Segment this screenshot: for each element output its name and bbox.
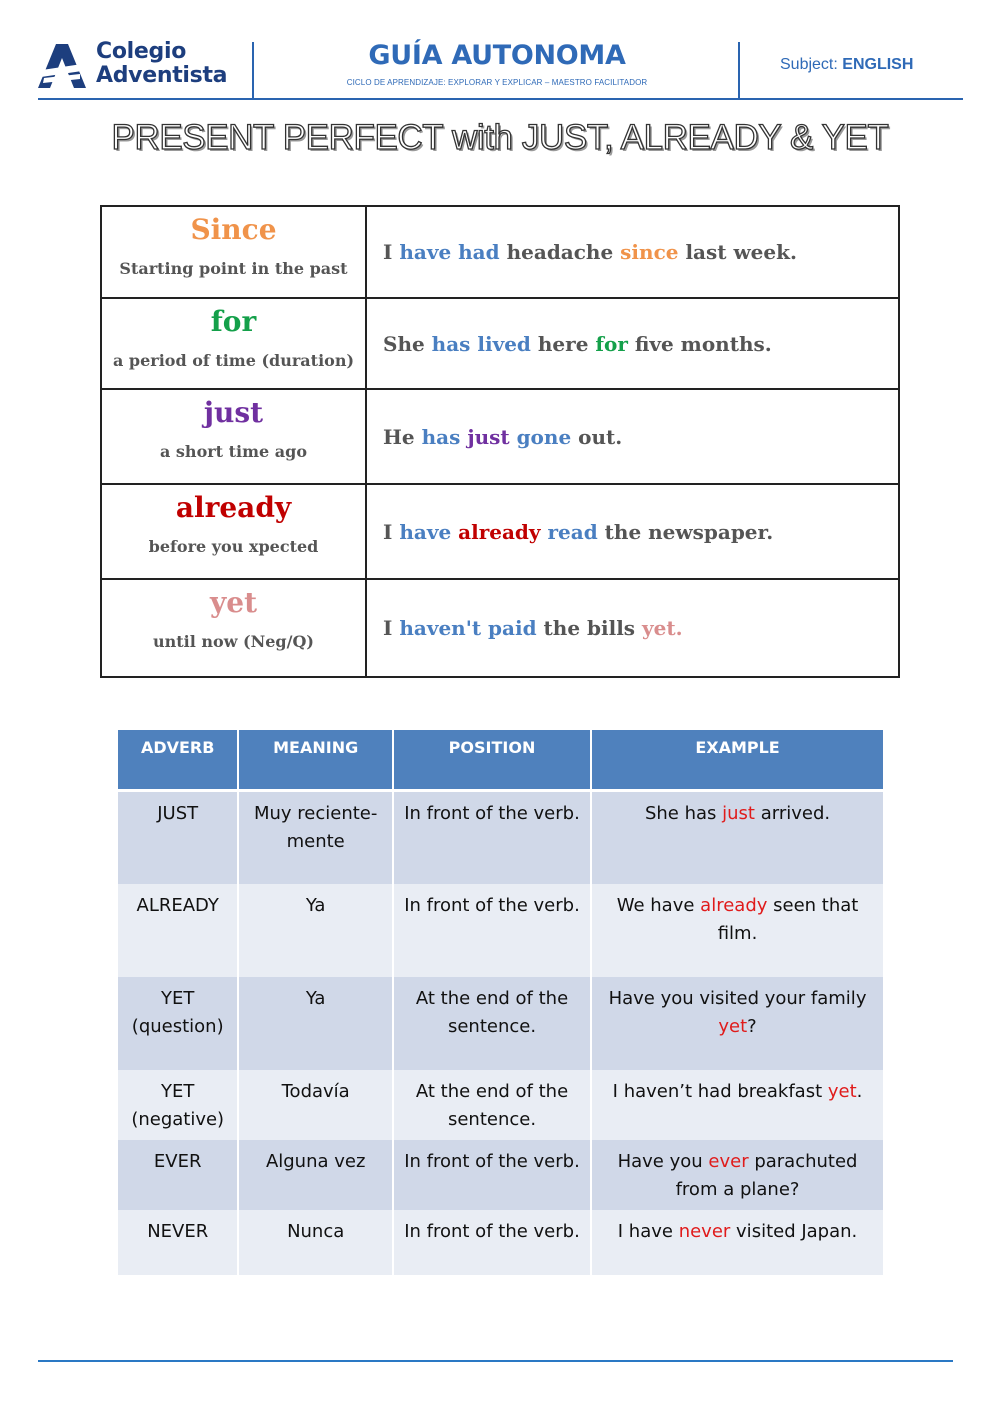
example-text: I haven’t had breakfast — [612, 1080, 828, 1102]
adverb-cell: NEVER — [118, 1210, 238, 1275]
page-title: PRESENT PERFECT with JUST, ALREADY & YET — [111, 118, 889, 157]
example-text: Have you — [617, 1150, 709, 1172]
header-rule — [38, 98, 963, 100]
card-adverb-description: before you xpected — [148, 537, 319, 556]
school-logo — [38, 40, 253, 98]
meaning-cell: Todavía — [238, 1070, 393, 1140]
example-cell — [591, 1140, 883, 1210]
table-header-row — [118, 730, 883, 791]
card-row — [102, 485, 898, 580]
sentence-segment: I — [383, 519, 400, 544]
card-adverb-word: just — [203, 396, 264, 429]
adverb-cell: YET (negative) — [118, 1070, 238, 1140]
card-example-sentence — [367, 485, 898, 578]
table-row — [118, 1210, 883, 1275]
logo-line2: Adventista — [96, 63, 228, 88]
example-text: She has — [644, 803, 723, 824]
card-adverb-description: a short time ago — [159, 442, 307, 461]
meaning-cell: Nunca — [238, 1210, 393, 1275]
logo-line1: Colegio — [96, 39, 187, 64]
sentence-segment: has — [421, 424, 468, 449]
sentence-segment: She — [383, 331, 432, 356]
sentence-segment: five months. — [627, 331, 772, 356]
sentence-segment: since — [620, 240, 679, 264]
example-text: . — [856, 1080, 863, 1102]
footer-rule — [38, 1360, 953, 1362]
example-cell — [591, 791, 883, 884]
sentence-segment: have — [399, 519, 459, 544]
adverb-cell: ALREADY — [118, 884, 238, 977]
adverb-card-table — [100, 205, 900, 678]
highlighted-adverb: yet — [827, 1080, 857, 1102]
highlighted-adverb: ever — [708, 1150, 749, 1172]
card-example-sentence — [367, 390, 898, 483]
example-cell — [591, 1210, 883, 1275]
sentence-segment: I — [383, 616, 400, 640]
card-example-sentence — [367, 207, 898, 297]
highlighted-adverb: yet — [718, 1015, 748, 1037]
example-text: parachuted from a plane? — [675, 1150, 858, 1200]
card-adverb-word: Since — [190, 213, 277, 246]
adverb-cell: EVER — [118, 1140, 238, 1210]
example-text: Have you visited your family — [608, 987, 867, 1009]
meaning-cell: Alguna vez — [238, 1140, 393, 1210]
example-text: visited Japan. — [730, 1220, 858, 1242]
column-header: POSITION — [393, 730, 591, 791]
sentence-segment: for — [595, 331, 628, 356]
position-cell: In front of the verb. — [393, 1210, 591, 1275]
example-text: We have — [616, 894, 701, 916]
sentence-segment: yet. — [642, 616, 683, 640]
card-adverb-cell — [102, 390, 367, 483]
sentence-segment: He — [383, 424, 422, 449]
table-row — [118, 1140, 883, 1210]
card-row — [102, 390, 898, 485]
position-cell: In front of the verb. — [393, 791, 591, 884]
example-text: ? — [747, 1015, 757, 1037]
column-header: MEANING — [238, 730, 393, 791]
page-header — [0, 0, 1000, 110]
table-row — [118, 884, 883, 977]
table-row — [118, 791, 883, 884]
card-adverb-word: yet — [209, 586, 258, 619]
card-adverb-cell — [102, 299, 367, 388]
sentence-segment: haven't paid — [399, 616, 537, 640]
position-cell: In front of the verb. — [393, 884, 591, 977]
highlighted-adverb: just — [722, 803, 755, 824]
card-adverb-word: for — [210, 305, 257, 338]
position-cell: At the end of the sentence. — [393, 1070, 591, 1140]
card-adverb-cell — [102, 207, 367, 297]
adverb-cell: YET (question) — [118, 977, 238, 1070]
card-adverb-description: Starting point in the past — [119, 259, 348, 278]
card-row — [102, 299, 898, 390]
sentence-segment: the newspaper. — [597, 519, 774, 544]
sentence-segment: last week. — [678, 240, 797, 264]
meaning-cell: Ya — [238, 884, 393, 977]
position-cell: In front of the verb. — [393, 1140, 591, 1210]
card-adverb-description: until now (Neg/Q) — [153, 632, 314, 651]
example-text: arrived. — [754, 803, 831, 824]
example-cell — [591, 977, 883, 1070]
example-cell — [591, 1070, 883, 1140]
header-divider — [252, 42, 254, 98]
sentence-segment: here — [530, 331, 596, 356]
adverb-cell: JUST — [118, 791, 238, 884]
card-adverb-cell — [102, 485, 367, 578]
highlighted-adverb: already — [700, 894, 768, 916]
card-row — [102, 580, 898, 676]
logo-a-icon — [38, 44, 86, 88]
example-text: I have — [617, 1220, 679, 1242]
card-row — [102, 207, 898, 299]
meaning-cell: Ya — [238, 977, 393, 1070]
card-example-sentence — [367, 299, 898, 388]
sentence-segment: has lived — [431, 331, 531, 356]
card-adverb-cell — [102, 580, 367, 676]
sentence-segment: read — [540, 519, 598, 544]
sentence-segment: already — [458, 519, 541, 544]
card-adverb-description: a period of time (duration) — [112, 351, 355, 370]
card-adverb-word: already — [175, 491, 292, 524]
example-cell — [591, 884, 883, 977]
sentence-segment: gone — [509, 424, 572, 449]
sentence-segment: I — [383, 240, 400, 264]
column-header: ADVERB — [118, 730, 238, 791]
header-divider — [738, 42, 740, 98]
position-cell: At the end of the sentence. — [393, 977, 591, 1070]
table-row — [118, 1070, 883, 1140]
table-row — [118, 977, 883, 1070]
sentence-segment: out. — [571, 424, 623, 449]
sentence-segment: have had — [399, 240, 500, 264]
sentence-segment: just — [467, 424, 510, 449]
adverb-summary-table — [118, 730, 883, 1275]
subject-value: ENGLISH — [842, 56, 914, 73]
guide-subtitle: CICLO DE APRENDIZAJE: EXPLORAR Y EXPLICAR – MAESTRO FACILITADOR — [346, 78, 648, 87]
card-example-sentence — [367, 580, 898, 676]
highlighted-adverb: never — [678, 1220, 731, 1242]
example-text: seen that film. — [717, 894, 859, 944]
sentence-segment: headache — [499, 240, 621, 264]
subject-caption: Subject: — [780, 56, 838, 73]
subject-label — [780, 56, 913, 74]
meaning-cell: Muy reciente-mente — [238, 791, 393, 884]
guide-title: GUÍA AUTONOMA — [368, 40, 626, 71]
column-header: EXAMPLE — [591, 730, 883, 791]
sentence-segment: the bills — [536, 616, 643, 640]
